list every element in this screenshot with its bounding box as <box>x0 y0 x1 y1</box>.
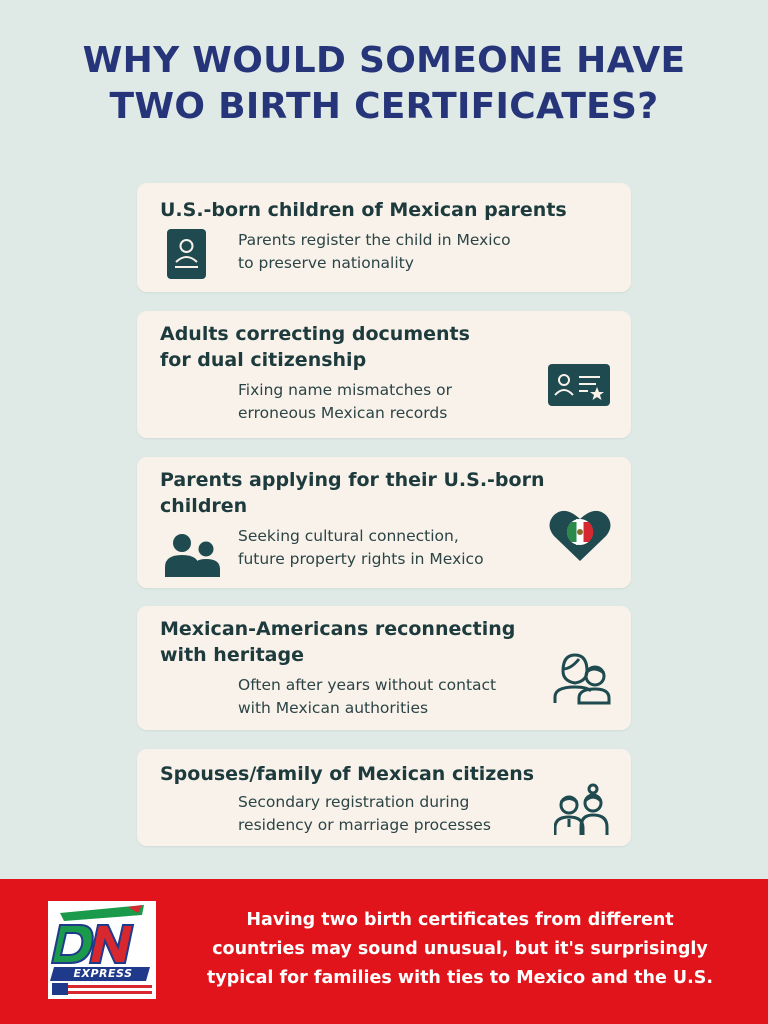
card-title: Adults correcting documents for dual citizenship <box>160 323 470 371</box>
id-card-icon <box>548 364 610 410</box>
logo-sub-text: EXPRESS <box>73 967 133 980</box>
reason-card-us-born-children <box>137 183 631 292</box>
parents-icon <box>165 533 221 581</box>
couple-icon <box>553 651 611 709</box>
card-description: Fixing name mismatches or erroneous Mexican records <box>238 381 452 422</box>
card-description: Secondary registration during residency or marriage processes <box>238 793 491 834</box>
mexico-heart-icon <box>549 507 611 567</box>
reason-card-heritage <box>137 606 631 730</box>
person-badge-icon <box>167 229 206 283</box>
card-description: Parents register the child in Mexico to preserve nationality <box>238 231 511 272</box>
card-title: Spouses/family of Mexican citizens <box>160 763 535 785</box>
reason-card-adults-correcting <box>137 311 631 438</box>
card-description: Often after years without contact with Mexican authorities <box>238 676 497 717</box>
card-description: Seeking cultural connection, future property rights in Mexico <box>238 527 484 568</box>
footer-message: Having two birth certificates from different countries may sound unusual, but it's surprisingly typical for families with ties to Mexico and the U.S. <box>206 910 714 988</box>
reason-card-parents-applying <box>137 457 631 588</box>
page-title <box>0 38 768 130</box>
dn-express-logo <box>46 899 158 1005</box>
title-line-1: WHY WOULD SOMEONE HAVE <box>82 40 686 81</box>
footer-banner <box>0 879 768 1024</box>
card-title: Parents applying for their U.S.-born children <box>160 469 545 517</box>
title-line-2: TWO BIRTH CERTIFICATES? <box>109 86 659 127</box>
card-title: Mexican-Americans reconnecting with heritage <box>160 618 516 666</box>
spouses-icon <box>554 783 610 841</box>
card-title: U.S.-born children of Mexican parents <box>160 199 567 221</box>
reason-card-spouses <box>137 749 631 846</box>
